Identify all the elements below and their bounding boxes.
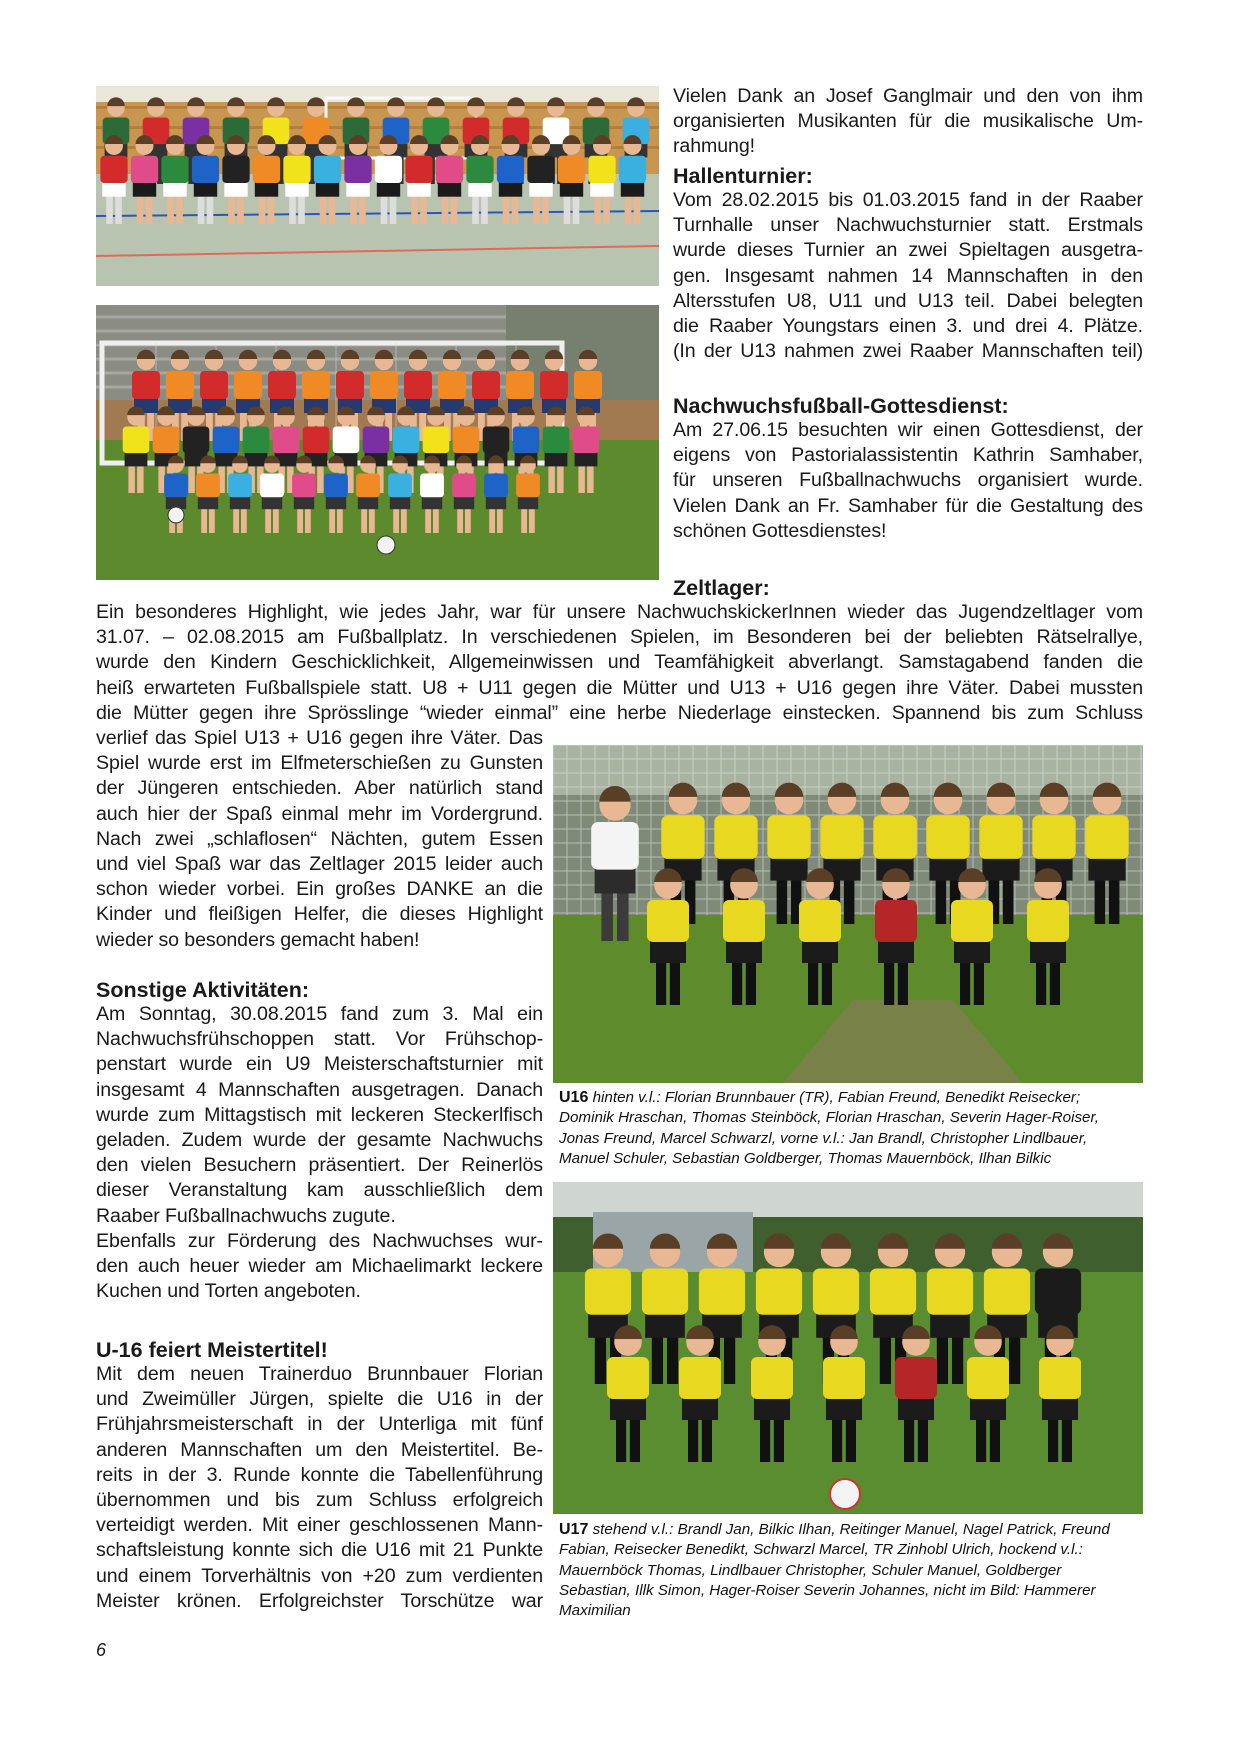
- text-line: verlief das Spiel U13 + U16 gegen ihre Väter. Das: [96, 727, 543, 749]
- heading-zeltlager: Zeltlager:: [673, 576, 770, 600]
- text-line: Mit dem neuen Trainerduo Brunnbauer Florian: [96, 1363, 543, 1385]
- caption-line: Jonas Freund, Marcel Schwarzl, vorne v.l.: Jan Brandl, Christopher Lindlbauer,: [559, 1129, 1088, 1147]
- gottesdienst-paragraph: [673, 418, 1143, 544]
- caption-line: Manuel Schuler, Sebastian Goldberger, Thomas Mauernböck, Ilhan Bilkic: [559, 1149, 1052, 1167]
- text-line: Am Sonntag, 30.08.2015 fand zum 3. Mal ein: [96, 1003, 543, 1025]
- hallenturnier-paragraph: [673, 188, 1143, 364]
- text-line: 31.07. – 02.08.2015 am Fußballplatz. In verschiedenen Spielen, im Besonderen bei der beliebten Rätselrallye,: [96, 626, 1143, 649]
- intro-paragraph: [673, 84, 1143, 160]
- heading-gottesdienst: Nachwuchsfußball-Gottesdienst:: [673, 394, 1009, 418]
- text-line: verteidigt werden. Mit einer geschlossenen Mann-: [96, 1514, 543, 1537]
- text-line: Altersstufen U8, U11 und U13 teil. Dabei belegten: [673, 289, 1143, 312]
- text-line: Nachwuchsfrühschoppen statt. Vor Frühschop-: [96, 1028, 543, 1051]
- photo-u16-team: [553, 745, 1143, 1083]
- heading-u16-meistertitel: U-16 feiert Meistertitel!: [96, 1338, 328, 1362]
- photo-u17-team: [553, 1182, 1143, 1514]
- text-line: Frühjahrsmeisterschaft in der Unterliga mit fünf: [96, 1413, 543, 1436]
- zeltlager-paragraph-narrow: [96, 726, 543, 953]
- text-line: und viel Spaß war das Zeltlager 2015 leider auch: [96, 853, 543, 876]
- text-line: wieder so besonders gemacht haben!: [96, 928, 420, 951]
- text-line: Am 27.06.15 besuchten wir einen Gottesdienst, der: [673, 419, 1143, 441]
- text-line: wurde dieses Turnier an zwei Spieltagen ausgetra-: [673, 239, 1143, 262]
- caption-line: Mauernböck Thomas, Lindlbauer Christopher, Schuler Manuel, Goldberger: [559, 1561, 1062, 1579]
- heading-sonstige: Sonstige Aktivitäten:: [96, 978, 310, 1002]
- text-line: Spiel wurde erst im Elfmeterschießen zu Gunsten: [96, 752, 543, 775]
- text-line: Kinder und fleißigen Helfer, die dieses Highlight: [96, 903, 543, 926]
- text-line: und einem Torverhältnis von +20 zum verdienten: [96, 1564, 543, 1587]
- text-line: wurde zum Mittagstisch mit leckeren Steckerlfisch: [96, 1103, 543, 1126]
- text-line: Kuchen und Torten angeboten.: [96, 1280, 361, 1303]
- text-line: gen. Insgesamt nahmen 14 Mannschaften in den: [673, 264, 1143, 287]
- caption-line: U16 hinten v.l.: Florian Brunnbauer (TR), Fabian Freund, Benedikt Reisecker;: [559, 1089, 1081, 1106]
- text-line: den vielen Besuchern präsentiert. Der Reinerlös: [96, 1154, 543, 1177]
- photo-zeltlager-group: [96, 305, 659, 580]
- text-line: wurde den Kindern Geschicklichkeit, Allgemeinwissen und Teamfähigkeit abverlangt. Samstagabend fanden die: [96, 651, 1143, 674]
- text-line: und Zweimüller Jürgen, spielte die U16 in der: [96, 1388, 543, 1411]
- page-number: 6: [96, 1640, 107, 1660]
- text-line: heiß erwarteten Fußballspiele statt. U8 + U11 gegen die Mütter und U13 + U16 gegen ihre Väter. Dabei mussten: [96, 676, 1143, 699]
- text-line: reits in der 3. Runde konnte die Tabellenführung: [96, 1463, 543, 1486]
- caption-line: Dominik Hraschan, Thomas Steinböck, Florian Hraschan, Severin Hager-Roiser,: [559, 1109, 1099, 1127]
- text-line: rahmung!: [673, 135, 755, 158]
- text-line: dieser Veranstaltung kam ausschließlich dem: [96, 1179, 543, 1202]
- text-line: geladen. Zudem wurde der gesamte Nachwuchs: [96, 1129, 543, 1152]
- text-line: der Jüngeren entschieden. Aber natürlich stand: [96, 777, 543, 800]
- text-line: (In der U13 nahmen zwei Raaber Mannschaften teil): [673, 340, 1143, 363]
- caption-tag-u17: U17: [559, 1521, 589, 1538]
- text-line: schon wieder vorbei. Ein großes DANKE an die: [96, 878, 543, 901]
- text-line: penstart wurde ein U9 Meisterschaftsturnier mit: [96, 1053, 543, 1076]
- text-line: Vielen Dank an Josef Ganglmair und den von ihm: [673, 85, 1143, 107]
- caption-line: Maximilian: [559, 1602, 631, 1620]
- photo-hallenturnier-group: [96, 86, 659, 286]
- u16-meistertitel-paragraph: [96, 1362, 543, 1614]
- text-line: für unseren Fußballnachwuchs organisiert wurde.: [673, 469, 1143, 492]
- zeltlager-paragraph-wide: [96, 600, 1143, 726]
- text-line: Nach zwei „schlaflosen“ Nächten, gutem Essen: [96, 827, 543, 850]
- text-line: insgesamt 4 Mannschaften ausgetragen. Danach: [96, 1078, 543, 1101]
- text-line: eigens von Pastorialassistentin Kathrin Samhaber,: [673, 444, 1143, 467]
- text-line: die Raaber Youngstars einen 3. und drei 4. Plätze.: [673, 315, 1143, 338]
- text-line: anderen Mannschaften um den Meistertitel. Be-: [96, 1438, 543, 1461]
- text-line: schönen Gottesdienstes!: [673, 519, 887, 542]
- heading-hallenturnier: Hallenturnier:: [673, 164, 813, 188]
- text-line: schaftsleistung konnte sich die U16 mit 21 Punkte: [96, 1539, 543, 1562]
- text-line: Vielen Dank an Fr. Samhaber für die Gestaltung des: [673, 494, 1143, 517]
- text-line: Meister krönen. Erfolgreichster Torschütze war: [96, 1589, 543, 1612]
- text-line: Vom 28.02.2015 bis 01.03.2015 fand in der Raaber: [673, 189, 1143, 211]
- text-line: Ein besonderes Highlight, wie jedes Jahr, war für unsere NachwuchskickerInnen wieder das Jugendzeltlager vom: [96, 601, 1143, 623]
- caption-line: U17 stehend v.l.: Brandl Jan, Bilkic Ilhan, Reitinger Manuel, Nagel Patrick, Freund: [559, 1521, 1110, 1538]
- caption-line: Sebastian, Illk Simon, Hager-Roiser Severin Johannes, nicht im Bild: Hammerer: [559, 1581, 1096, 1599]
- caption-line: Fabian, Reisecker Benedikt, Schwarzl Marcel, TR Zinhobl Ulrich, hockend v.l.:: [559, 1541, 1083, 1559]
- caption-tag-u16: U16: [559, 1089, 589, 1106]
- text-line: Turnhalle unser Nachwuchsturnier statt. Erstmals: [673, 214, 1143, 237]
- caption-u17: [559, 1520, 1149, 1621]
- text-line: übernommen und bis zum Schluss erfolgreich: [96, 1489, 543, 1512]
- text-line: die Mütter gegen ihre Sprösslinge “wieder einmal” eine herbe Niederlage einstecken. Spannend bis zum Schluss: [96, 701, 1143, 724]
- text-line: den auch heuer wieder am Michaelimarkt leckere: [96, 1255, 543, 1278]
- text-line: organisierten Musikanten für die musikalische Um-: [673, 110, 1143, 133]
- caption-u16: [559, 1088, 1149, 1169]
- sonstige-paragraph: [96, 1002, 543, 1304]
- text-line: Ebenfalls zur Förderung des Nachwuchses wur-: [96, 1229, 543, 1252]
- text-line: auch hier der Spaß einmal mehr im Vordergrund.: [96, 802, 543, 825]
- text-line: Raaber Fußballnachwuchs zugute.: [96, 1204, 396, 1227]
